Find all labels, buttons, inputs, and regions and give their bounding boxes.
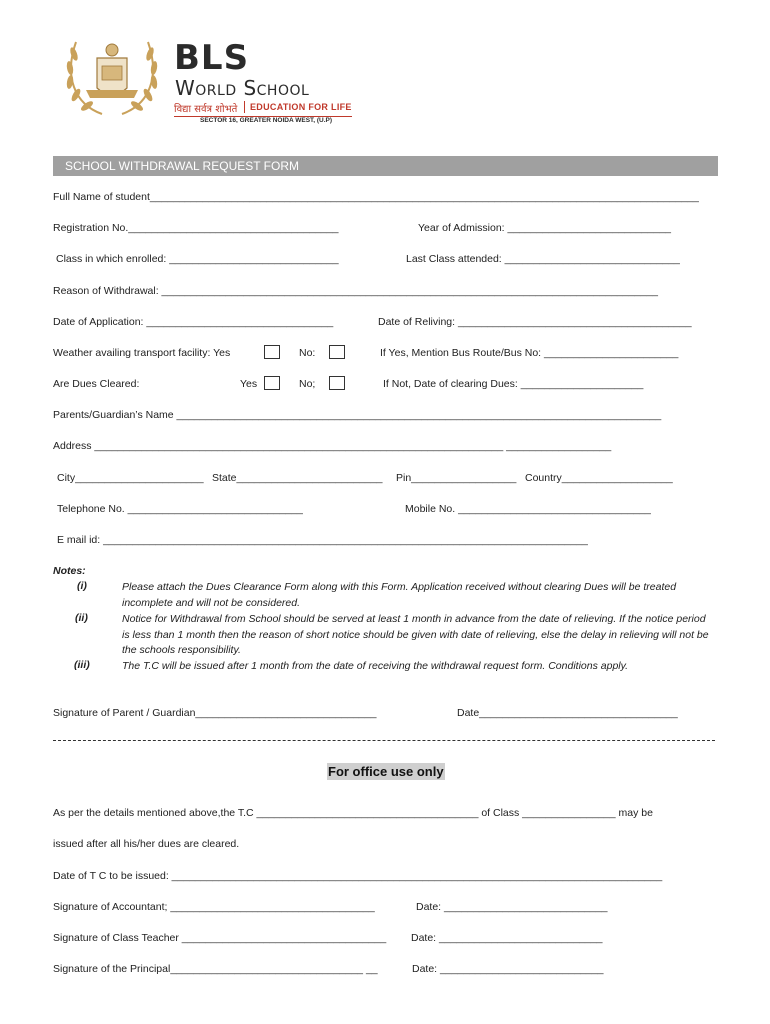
class-teacher-signature-field[interactable]: Signature of Class Teacher ___________________________________ <box>53 932 387 944</box>
bus-route-field[interactable]: If Yes, Mention Bus Route/Bus No: _______________________ <box>380 347 679 359</box>
dues-date-field[interactable]: If Not, Date of clearing Dues: _____________________ <box>383 378 644 390</box>
parent-signature-field[interactable]: Signature of Parent / Guardian_______________________________ <box>53 707 377 719</box>
note-text: Notice for Withdrawal from School should be served at least 1 month in advance from the date of relieving. If the notice period is less than 1 month then the reason of short notice should be given with date of relieving, else the delay in relieving will not be the schools responsibility. <box>122 613 709 656</box>
school-address: SECTOR 16, GREATER NOIDA WEST, (U.P) <box>200 117 333 124</box>
school-brand <box>174 38 374 128</box>
note-text: Please attach the Dues Clearance Form along with this Form. Application received without clearing Dues will be treated incomplete and will not be considered. <box>122 581 677 609</box>
full-name-field[interactable]: Full Name of student______________________________________________________________________________________________ <box>53 191 699 203</box>
notes-heading: Notes: <box>53 565 86 577</box>
form-title: SCHOOL WITHDRAWAL REQUEST FORM <box>53 156 718 176</box>
reason-field[interactable]: Reason of Withdrawal: _____________________________________________________________________________________ <box>53 285 658 297</box>
class-enrolled-field[interactable]: Class in which enrolled: _____________________________ <box>56 253 339 265</box>
year-admission-field[interactable]: Year of Admission: ____________________________ <box>418 222 672 234</box>
state-field[interactable]: State_________________________ <box>212 472 383 484</box>
dues-yes-checkbox[interactable] <box>264 376 280 390</box>
dues-no-label: No; <box>299 378 316 390</box>
guardian-name-field[interactable]: Parents/Guardian’s Name ___________________________________________________________________________________ <box>53 409 662 421</box>
transport-label: Weather availing transport facility: Yes <box>53 347 231 359</box>
transport-no-checkbox[interactable] <box>329 345 345 359</box>
city-field[interactable]: City______________________ <box>57 472 204 484</box>
mobile-field[interactable]: Mobile No. _________________________________ <box>405 503 651 515</box>
parent-date-field[interactable]: Date__________________________________ <box>457 707 678 719</box>
pin-field[interactable]: Pin__________________ <box>396 472 517 484</box>
hindi-motto: विद्या सर्वत्र शोभते <box>174 104 238 115</box>
school-emblem-icon <box>62 28 162 120</box>
brand-divider <box>244 101 245 113</box>
accountant-date-field[interactable]: Date: ____________________________ <box>416 901 608 913</box>
transport-yes-checkbox[interactable] <box>264 345 280 359</box>
date-reliving-field[interactable]: Date of Reliving: ________________________________________ <box>378 316 692 328</box>
email-field[interactable]: E mail id: ___________________________________________________________________________________ <box>57 534 588 546</box>
brand-subtitle: World School <box>175 76 310 100</box>
transport-no-label: No: <box>299 347 316 359</box>
tc-date-field[interactable]: Date of T C to be issued: ____________________________________________________________________________________ <box>53 870 663 882</box>
principal-date-field[interactable]: Date: ____________________________ <box>412 963 604 975</box>
brand-name: BLS <box>174 38 250 78</box>
note-number: (ii) <box>75 612 88 624</box>
registration-field[interactable]: Registration No.____________________________________ <box>53 222 339 234</box>
accountant-signature-field[interactable]: Signature of Accountant; ___________________________________ <box>53 901 375 913</box>
country-field[interactable]: Country___________________ <box>525 472 673 484</box>
principal-signature-field[interactable]: Signature of the Principal_________________________________ __ <box>53 963 378 975</box>
tc-details-field[interactable]: As per the details mentioned above,the T.C ______________________________________ of Class ________________ may be <box>53 807 653 819</box>
note-number: (iii) <box>74 659 90 671</box>
date-application-field[interactable]: Date of Application: ________________________________ <box>53 316 334 328</box>
office-use-title: For office use only <box>328 764 444 779</box>
dues-yes-label: Yes <box>240 378 258 390</box>
brand-tagline: EDUCATION FOR LIFE <box>250 102 352 112</box>
dues-no-checkbox[interactable] <box>329 376 345 390</box>
telephone-field[interactable]: Telephone No. ______________________________ <box>57 503 303 515</box>
note-text: The T.C will be issued after 1 month from the date of receiving the withdrawal request form. Conditions apply. <box>122 660 628 672</box>
note-number: (i) <box>77 580 87 592</box>
address-field[interactable]: Address ______________________________________________________________________ __________________ <box>53 440 612 452</box>
last-class-field[interactable]: Last Class attended: ______________________________ <box>406 253 680 265</box>
dues-label: Are Dues Cleared: <box>53 378 140 390</box>
issued-text: issued after all his/her dues are cleared. <box>53 838 240 850</box>
cut-line-divider <box>53 740 715 741</box>
class-teacher-date-field[interactable]: Date: ____________________________ <box>411 932 603 944</box>
